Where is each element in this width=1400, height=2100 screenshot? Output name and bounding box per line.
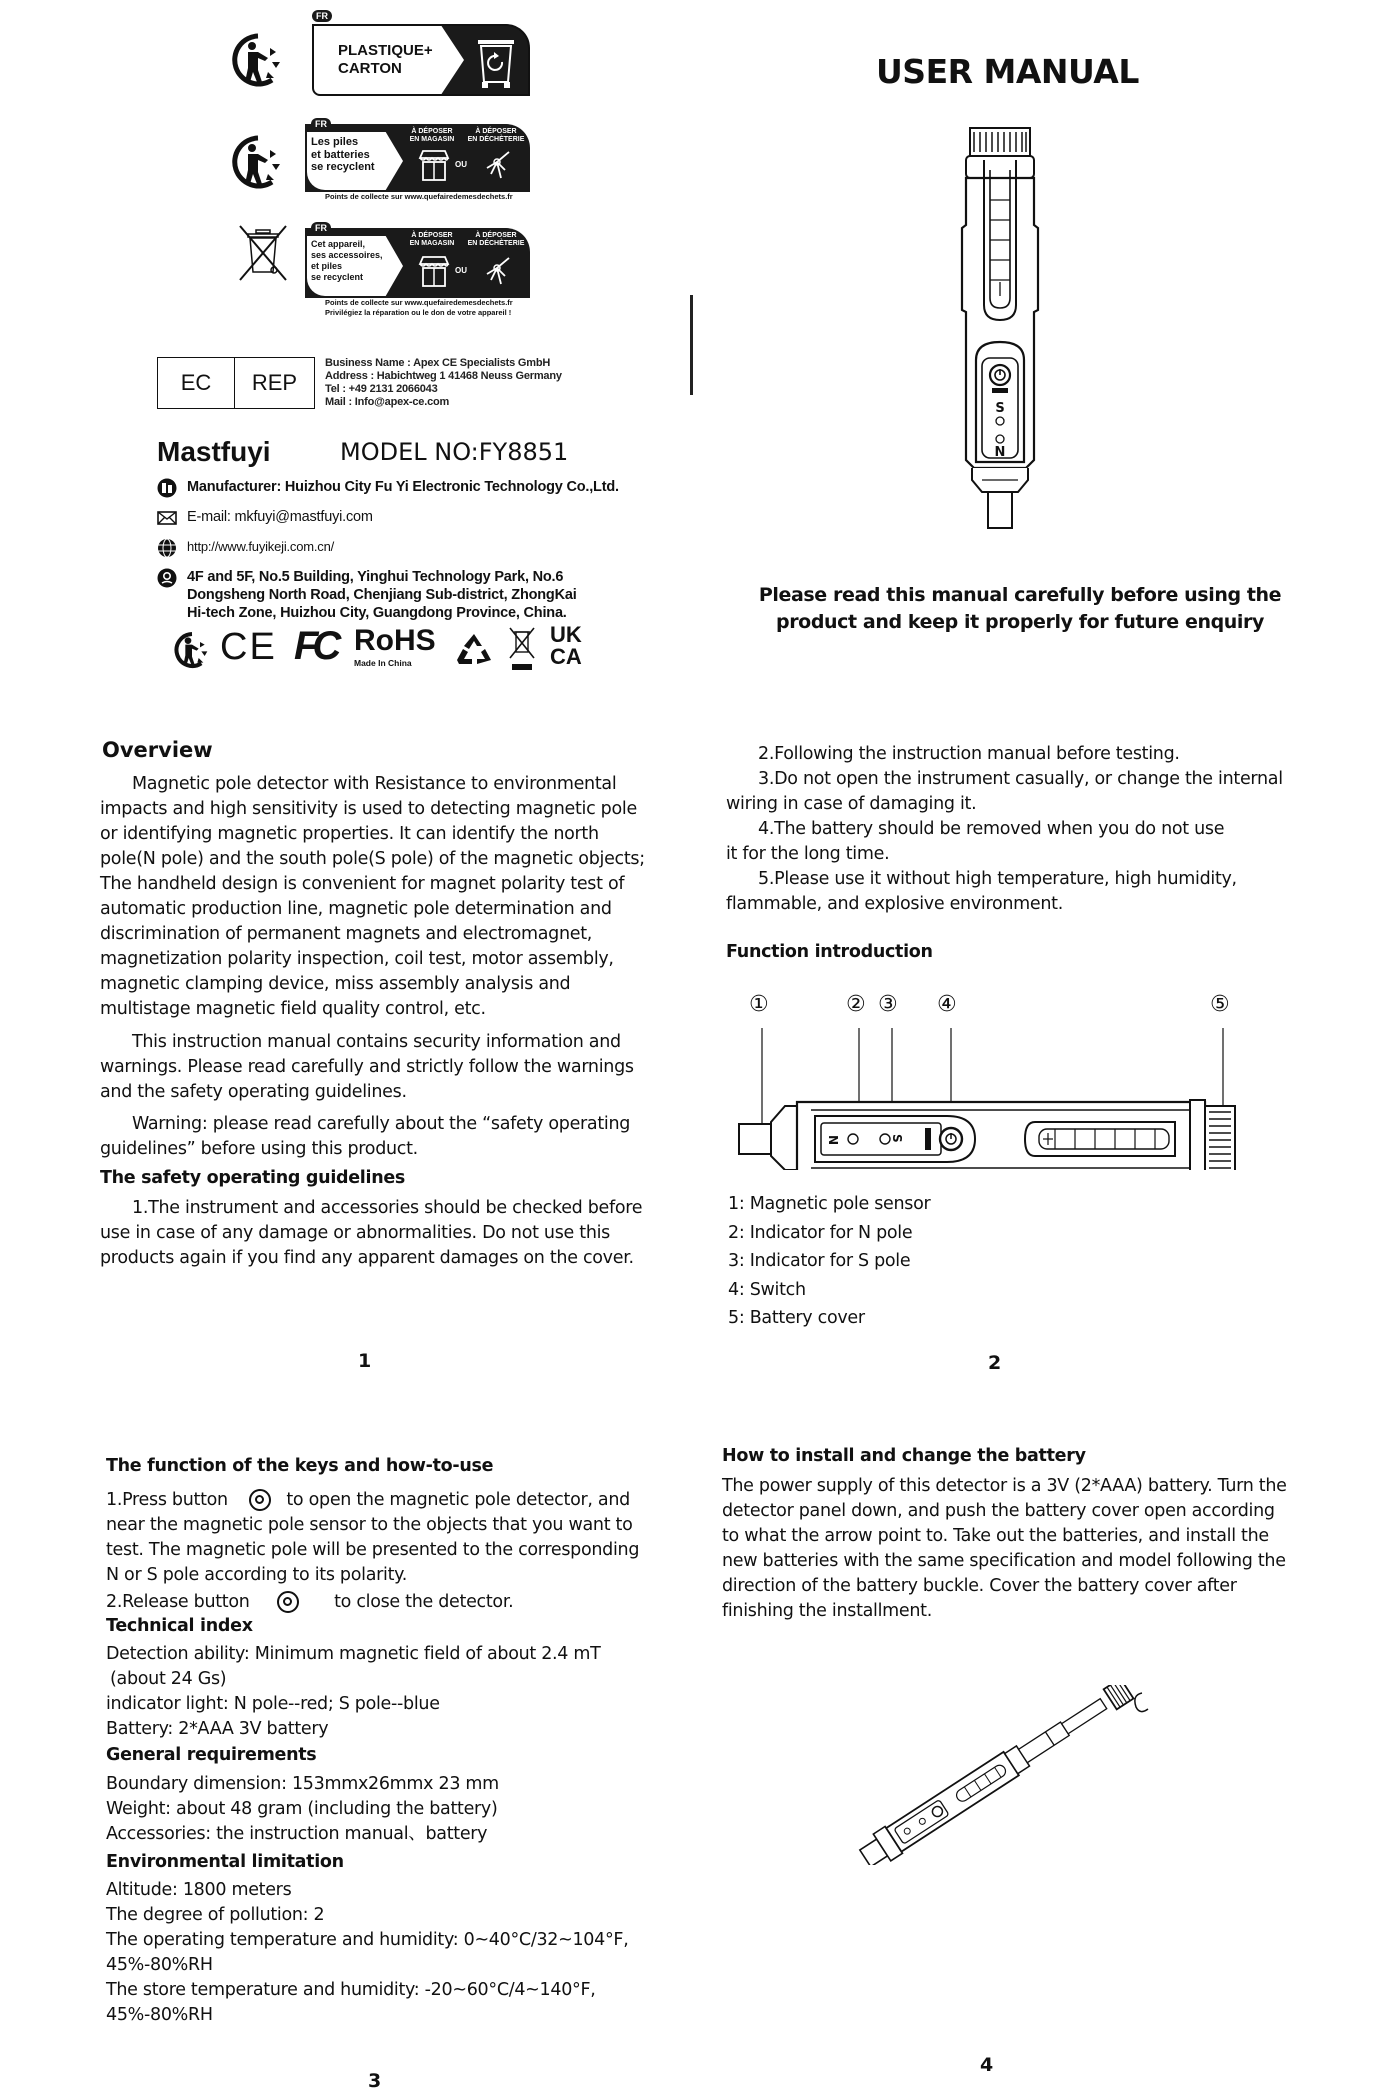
page-number: 4 [980, 2054, 994, 2076]
page-number: 1 [358, 1350, 372, 1372]
label-text-line: se recyclent [311, 161, 375, 173]
parts-list [728, 1190, 930, 1333]
dump-label: EN DÉCHÈTERIE [467, 240, 525, 247]
uk-text: UK [550, 622, 582, 647]
battery-heading: How to install and change the battery [722, 1446, 1086, 1466]
spec-item: The operating temperature and humidity: 0~40°C/32~104°F, [106, 1930, 629, 1950]
collect-note: Points de collecte sur www.quefairedemesdechets.fr [325, 298, 513, 307]
ec-rep-details [325, 357, 562, 409]
device-vertical-illustration [960, 120, 1040, 550]
part-item: 5: Battery cover [728, 1308, 865, 1328]
notice-line: Please read this manual carefully before using the [758, 584, 1282, 606]
or-label: OU [455, 266, 467, 275]
part-item: 2: Indicator for N pole [728, 1222, 913, 1243]
triman-icon [172, 630, 212, 670]
overview-paragraph: Magnetic pole detector with Resistance to environmental impacts and high sensitivity is used to detecting magnetic pole or identifying magnetic properties. It can identify the north pole(N pole) and the south pole(S pole) of the magnetic objects; The handheld design is convenient for magnet polarity test of automatic production line, magnetic pole determination and discrimination of permanent magnets and electromagnet, magnetization polarity inspection, coil test, motor assembly, magnetic clamping device, miss assembly analysis and multistage magnetic field quality control, etc. [100, 774, 645, 1019]
ec-rep-box [157, 357, 315, 409]
spec-item: Accessories: the instruction manual、battery [106, 1824, 488, 1844]
triman-icon [228, 132, 288, 192]
spec-item: Weight: about 48 gram (including the battery) [106, 1799, 498, 1819]
location-pin-icon [157, 568, 177, 588]
made-in-china: Made In China [354, 658, 412, 668]
overview-heading: Overview [102, 738, 213, 762]
certification-marks [172, 622, 612, 674]
callout-4: ④ [937, 992, 957, 1017]
callout-1: ① [749, 992, 769, 1017]
environment-heading: Environmental limitation [106, 1852, 344, 1872]
label-text-line: PLASTIQUE+ [338, 42, 433, 59]
business-address: Address : Habichtweg 1 41468 Neuss Germany [325, 370, 562, 382]
battery-icon [1062, 1699, 1107, 1734]
s-label: S [995, 401, 1005, 416]
model-number: MODEL NO:FY8851 [340, 438, 569, 466]
callout-2: ② [846, 992, 866, 1017]
envelope-icon [157, 508, 177, 528]
arrow-icon [1135, 1693, 1148, 1712]
part-item: 1: Magnetic pole sensor [728, 1194, 931, 1214]
function-heading: Function introduction [726, 942, 933, 962]
release-instruction [106, 1590, 651, 1615]
s-label: S [890, 1134, 904, 1143]
website-text: http://www.fuyikeji.com.cn/ [187, 539, 335, 554]
callout-5: ⑤ [1210, 992, 1230, 1017]
notice-line: product and keep it properly for future enquiry [776, 611, 1264, 633]
safety-item: 5.Please use it without high temperature, high humidity, flammable, and explosive environment. [726, 869, 1237, 914]
label-text-line: ses accessoires, [311, 250, 383, 260]
collect-note: Points de collecte sur www.quefairedemesdechets.fr [325, 192, 513, 201]
ce-mark: CE [220, 626, 277, 668]
label-text-line: se recyclent [311, 272, 364, 282]
spec-item: 45%-80%RH [106, 1955, 213, 1975]
email-text: E-mail: mkfuyi@mastfuyi.com [187, 509, 373, 525]
repair-note: Privilégiez la réparation ou le don de votre appareil ! [325, 308, 512, 317]
building-icon [157, 478, 177, 498]
safety-item: 2.Following the instruction manual before testing. [758, 744, 1180, 764]
page-number: 3 [368, 2070, 382, 2092]
business-tel: Tel : +49 2131 2066043 [325, 383, 438, 395]
address-line: 4F and 5F, No.5 Building, Yinghui Technology Park, No.6 [187, 569, 564, 585]
dump-label: À DÉPOSER [475, 128, 517, 135]
safety-heading: The safety operating guidelines [100, 1168, 406, 1188]
address-text [187, 568, 577, 622]
release-text: 2.Release button [106, 1592, 250, 1612]
brand-name: Mastfuyi [157, 436, 271, 467]
environment-list [106, 1878, 666, 2028]
keys-heading: The function of the keys and how-to-use [106, 1456, 494, 1476]
spec-item: 45%-80%RH [106, 2005, 213, 2025]
general-list [106, 1772, 666, 1847]
safety-item-cont: it for the long time. [726, 844, 890, 864]
part-item: 4: Switch [728, 1279, 806, 1300]
power-button-icon [249, 1489, 271, 1511]
spec-item: Detection ability: Minimum magnetic field of about 2.4 mT [106, 1644, 601, 1664]
store-label: À DÉPOSER [411, 232, 453, 239]
label-text-line: et piles [311, 261, 343, 271]
read-manual-notice [745, 582, 1295, 636]
recycle-icon [455, 632, 493, 666]
fr-tab: FR [312, 10, 332, 22]
technical-heading: Technical index [106, 1616, 253, 1636]
crossed-bin-icon [238, 224, 288, 284]
safety-item: 4.The battery should be removed when you do not use [758, 819, 1225, 839]
spec-item: The store temperature and humidity: -20~60°C/4~140°F, [106, 1980, 596, 2000]
safety-item: 1.The instrument and accessories should be checked before use in case of any damage or abnormalities. Do not use this products again if you find any apparent damages on the cover. [100, 1198, 643, 1268]
fr-tab: FR [311, 118, 331, 130]
label-text-line: CARTON [338, 60, 402, 77]
fold-mark [690, 295, 693, 395]
business-name: Business Name : Apex CE Specialists GmbH [325, 357, 551, 369]
fc-mark: FC [294, 624, 336, 668]
n-label: N [826, 1135, 840, 1146]
label-appliance [305, 222, 530, 322]
drop-off-icon [483, 254, 517, 288]
callout-3: ③ [878, 992, 898, 1017]
rep-label: REP [251, 370, 298, 395]
press-text: near the magnetic pole sensor to the objects that you want to test. The magnetic pole will be presented to the corresponding N or S pole according to its polarity. [106, 1515, 640, 1585]
ukca-mark [550, 624, 582, 668]
store-label: À DÉPOSER [411, 128, 453, 135]
spec-item: (about 24 Gs) [110, 1669, 227, 1689]
spec-item: Altitude: 1800 meters [106, 1880, 292, 1900]
triman-icon [228, 30, 288, 90]
ca-text: CA [550, 644, 582, 669]
or-label: OU [455, 160, 467, 169]
press-text: 1.Press button [106, 1490, 228, 1510]
manufacturer-text: Manufacturer: Huizhou City Fu Yi Electronic Technology Co.,Ltd. [187, 479, 619, 495]
store-label: EN MAGASIN [409, 136, 455, 143]
release-text: to close the detector. [334, 1592, 514, 1612]
battery-icon [1019, 1722, 1070, 1763]
technical-list [106, 1642, 666, 1742]
press-instruction [106, 1488, 651, 1588]
address-line: Hi-tech Zone, Huizhou City, Guangdong Province, China. [187, 605, 567, 621]
label-batteries [305, 118, 530, 200]
warning-paragraph: Warning: please read carefully about the “safety operating guidelines” before using this product. [100, 1114, 631, 1159]
business-mail: Mail : Info@apex-ce.com [325, 396, 450, 408]
drop-off-icon [483, 148, 517, 182]
n-label: N [994, 445, 1006, 460]
store-label: EN MAGASIN [409, 240, 455, 247]
ec-label: EC [158, 358, 235, 408]
address-line: Dongsheng North Road, Chenjiang Sub-district, ZhongKai [187, 587, 577, 603]
part-item: 3: Indicator for S pole [728, 1251, 911, 1271]
spec-item: The degree of pollution: 2 [106, 1905, 325, 1925]
manufacturer-info [157, 478, 657, 622]
label-text-line: Les piles [311, 136, 359, 148]
general-heading: General requirements [106, 1745, 317, 1765]
power-button-icon [277, 1591, 299, 1613]
device-horizontal-illustration [735, 1020, 1255, 1170]
dump-label: EN DÉCHÈTERIE [467, 136, 525, 143]
recycle-bin-icon [474, 34, 518, 90]
spec-item: indicator light: N pole--red; S pole--blue [106, 1694, 440, 1714]
label-text-line: Cet appareil, [311, 239, 366, 249]
safety-item: 3.Do not open the instrument casually, or change the internal wiring in case of damaging it. [726, 769, 1283, 814]
battery-paragraph: The power supply of this detector is a 3V (2*AAA) battery. Turn the detector panel down, and push the battery cover open according to what the arrow point to. Take out the batteries, and install the new batteries with the same specification and model following the direction of the battery buckle. Cover the battery cover after finishing the installment. [722, 1476, 1287, 1621]
label-plastique [312, 10, 530, 96]
spec-item: Battery: 2*AAA 3V battery [106, 1719, 329, 1739]
label-text-line: et batteries [311, 148, 370, 161]
manual-title: USER MANUAL [876, 52, 1139, 91]
dump-label: À DÉPOSER [475, 232, 517, 239]
shop-icon [417, 148, 451, 182]
overview-paragraph: This instruction manual contains security information and warnings. Please read carefully and strictly follow the warnings and the safety operating guidelines. [100, 1032, 634, 1102]
spec-item: Boundary dimension: 153mmx26mmx 23 mm [106, 1774, 499, 1794]
press-text: to open the magnetic pole detector, and [286, 1490, 630, 1510]
battery-install-illustration [820, 1685, 1160, 1865]
page-number: 2 [988, 1352, 1002, 1374]
weee-bin-icon [508, 626, 536, 672]
fr-tab: FR [311, 222, 331, 234]
globe-icon [157, 538, 177, 558]
rohs-mark: RoHS [354, 624, 436, 657]
shop-icon [417, 254, 451, 288]
